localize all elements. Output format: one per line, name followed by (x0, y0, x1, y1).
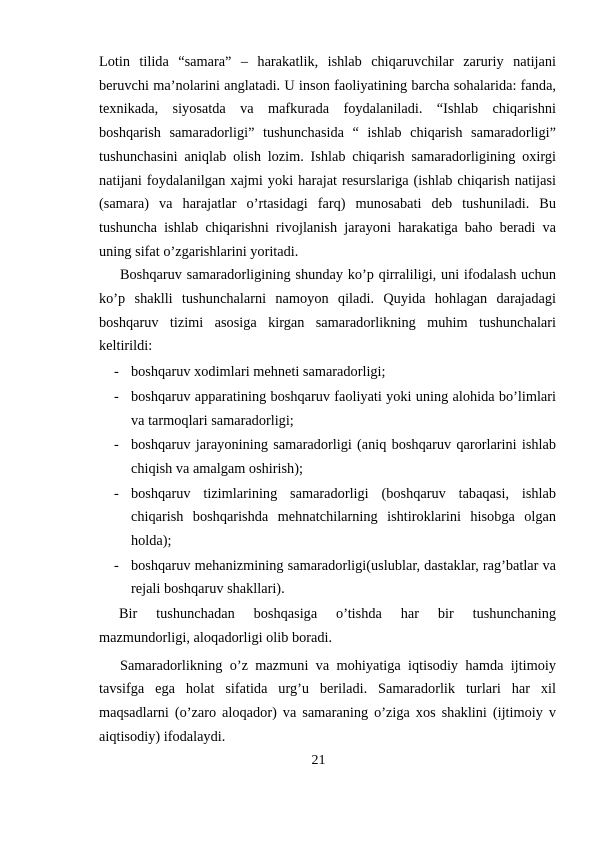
dash-bullet: - (114, 364, 119, 381)
paragraph-efficiency-types: Samaradorlikning o’z mazmuni va mohiyatiga iqtisodiy hamda ijtimoiy tavsifga ega holat sifatida urg’u beriladi. Samaradorlik turlari har xil maqsadlarni (o’zaro aloqador) va samaraning o’ziga xos shaklini (ijtimoiy v aiqtisodiy) ifodalaydi. (99, 657, 556, 745)
list-item (99, 361, 556, 385)
page-number: 21 (311, 753, 326, 768)
list-item-text: boshqaruv xodimlari mehneti samaradorligi; (131, 364, 386, 381)
paragraph-transition: Bir tushunchadan boshqasiga o’tishda har bir tushunchaning mazmundorligi, aloqadorligi olib boradi. (99, 606, 556, 646)
dash-bullet: - (114, 388, 119, 405)
efficiency-concepts-list (99, 361, 556, 602)
paragraph-management-efficiency: Boshqaruv samaradorligining shunday ko’p qirraliligi, uni ifodalash uchun ko’p shaklli tushunchalarni namoyon qiladi. Quyida hohlagan darajadagi boshqaruv tizimi asosiga kirgan samaradorlikning muhim tushunchalari keltirildi: (99, 267, 556, 355)
list-item (99, 483, 556, 554)
list-item (99, 555, 556, 602)
list-item-text: boshqaruv tizimlarining samaradorligi (boshqaruv tabaqasi, ishlab chiqarish boshqarishda mehnatchilarning ishtiroklarini hisobga olgan holda); (131, 485, 556, 550)
page-body (99, 51, 556, 749)
list-item-text: boshqaruv mehanizmining samaradorligi(uslublar, dastaklar, rag’batlar va rejali boshqaruv shakllari). (131, 557, 556, 598)
list-item-text: boshqaruv jarayonining samaradorligi (aniq boshqaruv qarorlarini ishlab chiqish va amalgam oshirish); (131, 437, 556, 477)
dash-bullet: - (114, 485, 119, 502)
paragraph-definition: Lotin tilida “samara” – harakatlik, ishlab chiqaruvchilar zaruriy natijani beruvchi ma’nolarini anglatadi. U inson faoliyatining barcha sohalarida: fanda, texnikada, siyosatda va mafkurada foydalaniladi. “Ishlab chiqarishni boshqarish samaradorligi” tushunchasida “ ishlab chiqarish samaradorligi” tushunchasini aniqlab olish lozim. Ishlab chiqarish samaradorligining oxirgi natijani foydalanilgan xajmi yoki harajat resurslariga (ishlab chiqarish natijasi (samara) va harajatlar o’rtasidagi farq) munosabati deb tushuniladi. Bu tushuncha ishlab chiqarishni rivojlanish jarayoni harakatiga baho beradi va uning sifat o’zgarishlarini yoritadi. (99, 54, 556, 260)
list-item (99, 386, 556, 433)
list-item (99, 434, 556, 481)
dash-bullet: - (114, 437, 119, 454)
list-item-text: boshqaruv apparatining boshqaruv faoliyati yoki uning alohida bo’limlari va tarmoqlari samaradorligi; (131, 388, 556, 429)
dash-bullet: - (114, 557, 119, 574)
